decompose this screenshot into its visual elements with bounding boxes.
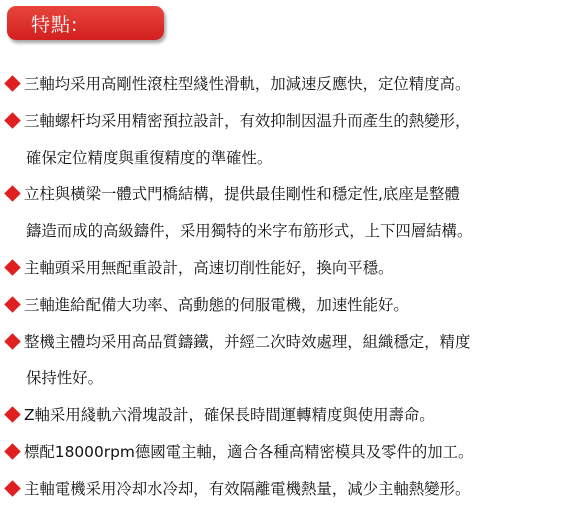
- red-diamond-icon: [4, 333, 21, 350]
- red-diamond-icon: [4, 259, 21, 276]
- red-diamond-icon: [4, 75, 21, 92]
- red-diamond-icon: [4, 112, 21, 129]
- feature-text: 標配18000rpm德國電主軸，適合各種高精密模具及零件的加工。: [24, 442, 474, 461]
- feature-list: [0, 66, 587, 508]
- feature-text: 鑄造而成的高級鑄件，采用獨特的米字布筋形式，上下四層結構。: [26, 222, 473, 241]
- feature-item: [0, 176, 587, 213]
- feature-text: 主軸頭采用無配重設計，高速切削性能好，換向平穩。: [24, 258, 394, 277]
- feature-item: [0, 397, 587, 434]
- feature-text: Z軸采用綫軌六滑塊設計，確保長時間運轉精度與使用壽命。: [24, 406, 435, 425]
- feature-text: 三軸螺杆均采用精密預拉設計，有效抑制因温升而產生的熱變形，: [24, 111, 471, 130]
- red-diamond-icon: [4, 443, 21, 460]
- feature-item: [0, 103, 587, 140]
- feature-item: [0, 250, 587, 287]
- feature-text: 整機主體均采用高品質鑄鐵，并經二次時效處理，組織穩定，精度: [24, 332, 471, 351]
- feature-text: 立柱與橫梁一體式門橋結構，提供最佳剛性和穩定性,底座是整體: [24, 185, 460, 204]
- red-diamond-icon: [4, 186, 21, 203]
- features-header-title: 特點:: [31, 13, 79, 36]
- features-header-badge: [7, 6, 164, 40]
- feature-item-continuation: [0, 360, 587, 397]
- feature-text: 三軸均采用高剛性滾柱型綫性滑軌，加減速反應快，定位精度高。: [24, 75, 471, 93]
- feature-item: [0, 324, 587, 361]
- red-diamond-icon: [4, 480, 21, 497]
- feature-item: [0, 66, 587, 103]
- feature-item-continuation: [0, 140, 587, 177]
- red-diamond-icon: [4, 296, 21, 313]
- feature-item-continuation: [0, 213, 587, 250]
- feature-item: [0, 434, 587, 471]
- feature-text: 主軸電機采用冷却水冷却，有效隔離電機熱量，减少主軸熱變形。: [24, 479, 471, 498]
- feature-text: 三軸進給配備大功率、高動態的伺服電機，加速性能好。: [24, 295, 409, 314]
- feature-item: [0, 287, 587, 324]
- feature-text: 確保定位精度與重復精度的準確性。: [26, 148, 273, 167]
- feature-item: [0, 471, 587, 508]
- feature-text: 保持性好。: [26, 369, 103, 388]
- red-diamond-icon: [4, 406, 21, 423]
